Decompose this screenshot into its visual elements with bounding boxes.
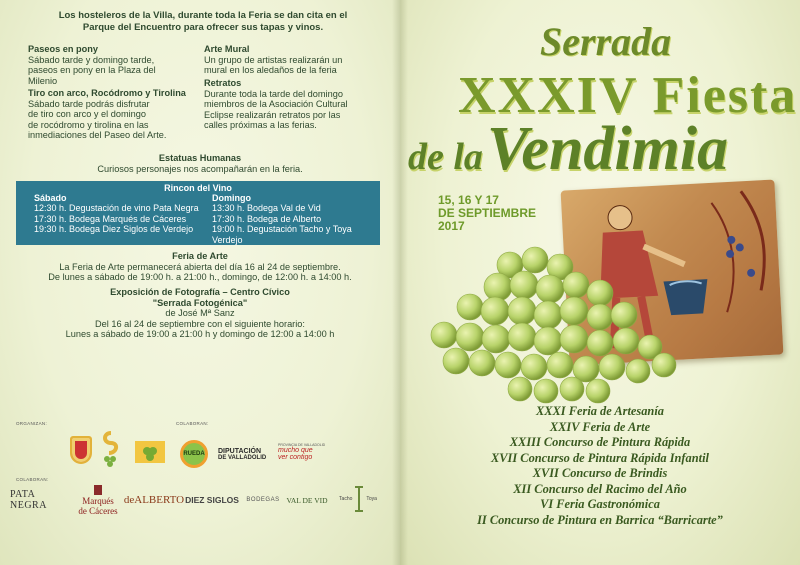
colaboran-label: COLABORAN:	[176, 421, 209, 426]
event-item: XVII Concurso de Pintura Rápida Infantil	[491, 450, 709, 465]
sabado-label: Sábado	[34, 193, 67, 203]
valladolid-text: DE VALLADOLID	[218, 454, 267, 461]
fotografia-section	[20, 287, 380, 340]
fotografia-subtitle: "Serrada Fotogénica"	[152, 297, 248, 308]
event-item: VI Feria Gastronómica	[540, 497, 660, 511]
marques-text: Marqués	[82, 496, 114, 506]
retratos-line: Durante toda la tarde del domingo	[204, 88, 343, 99]
tacho-toya-logo	[338, 482, 378, 516]
dates-line-3: 2017	[438, 219, 465, 233]
provincia-text: PROVINCIA DE VALLADOLID	[278, 443, 326, 447]
retratos-line: miembros de la Asociación Cultural	[204, 99, 348, 110]
estatuas-title: Estatuas Humanas	[158, 153, 242, 163]
tiro-line: de tiro con arco y el domingo	[28, 109, 146, 120]
feria-arte-line: De lunes a sábado de 19:00 h. a 21:00 h., domingo, de 12:00 h. a 14:00 h.	[48, 272, 352, 283]
paseos-section	[28, 44, 198, 86]
bodegas-text: BODEGAS	[246, 497, 280, 503]
domingo-label: Domingo	[212, 193, 251, 203]
feria-arte-section	[20, 251, 380, 283]
feria-arte-title: Feria de Arte	[172, 251, 228, 261]
retratos-line: Eclipse realizarán retratos por las	[204, 109, 341, 120]
feria-grape-logo	[132, 436, 168, 470]
tiro-line: Sábado tarde podrás disfrutar	[28, 98, 150, 109]
sabado-item: 17:30 h. Bodega Marqués de Cáceres	[34, 213, 187, 224]
tiro-section	[28, 88, 203, 141]
intro-line-1: Los hosteleros de la Villa, durante toda la Feria se dan cita en el	[58, 10, 348, 21]
retratos-title: Retratos	[204, 78, 242, 88]
tacho-text: Tacho	[339, 496, 353, 502]
tiro-title: Tiro con arco, Rocódromo y Tirolina	[28, 88, 186, 98]
vendimia-text: Vendimia	[486, 115, 729, 183]
paseos-line: paseos en pony en la Plaza del	[28, 65, 156, 76]
intro-line-2: Parque del Encuentro para ofrecer sus tapas y vinos.	[82, 22, 324, 33]
event-item: XII Concurso del Racimo del Año	[513, 481, 687, 496]
right-page	[400, 0, 800, 565]
fotografia-line: Del 16 al 24 de septiembre con el siguiente horario:	[95, 318, 305, 329]
event-item: XXIII Concurso de Pintura Rápida	[509, 435, 691, 449]
page-fold	[392, 0, 408, 565]
domingo-item: 19:00 h. Degustación Tacho y Toya	[212, 224, 352, 234]
mucho-que-ver-logo	[278, 440, 338, 464]
caceres-text: de Cáceres	[78, 506, 118, 516]
tiro-line: inmediaciones del Paseo del Arte.	[28, 130, 167, 141]
feria-arte-line: La Feria de Arte permanecerá abierta del día 16 al 24 de septiembre.	[59, 261, 341, 272]
sabado-item: 19:30 h. Bodega Diez Siglos de Verdejo	[34, 224, 194, 234]
dates-line-2: DE SEPTIEMBRE	[438, 206, 537, 220]
retratos-section	[204, 78, 384, 131]
event-dates	[438, 194, 536, 233]
intro-text	[28, 10, 378, 34]
fotografia-author: de José Mª Sanz	[165, 308, 235, 319]
retratos-line: calles próximas a las ferias.	[204, 120, 317, 131]
paseos-title: Paseos en pony	[28, 44, 98, 54]
rincon-del-vino-box	[16, 181, 380, 245]
estatuas-line: Curiosos personajes nos acompañarán en la feria.	[97, 163, 303, 174]
rincon-title: Rincon del Vino	[164, 183, 232, 193]
events-list	[400, 404, 800, 528]
colaboran-label-2: COLABORAN:	[16, 477, 49, 482]
xxxiv-fiesta-title: XXXIV Fiesta	[458, 67, 798, 124]
val-de-vid-logo: VAL DE VID	[286, 495, 328, 505]
ver-contigo-text: ver contigo	[278, 454, 313, 461]
sabado-item: 12:30 h. Degustación de vino Pata Negra	[34, 203, 199, 213]
event-item: XXIV Feria de Arte	[549, 419, 651, 434]
dates-line-1: 15, 16 Y 17	[438, 193, 499, 207]
serrada-logo	[96, 430, 126, 470]
event-item: XVII Concurso de Brindis	[532, 466, 668, 480]
fotografia-line: Lunes a sábado de 19:00 a 21:00 h y domingo de 12:00 a 14:00 h	[65, 329, 335, 340]
paseos-line: Sábado tarde y domingo tarde,	[28, 54, 155, 65]
domingo-item: 13:30 h. Bodega Val de Vid	[212, 203, 321, 213]
fotografia-title: Exposición de Fotografía – Centro Cívico	[110, 287, 290, 297]
rueda-logo	[176, 436, 212, 472]
arte-mural-section	[204, 44, 384, 76]
pata-negra-logo: PATA NEGRA	[10, 489, 47, 511]
domingo-item: 17:30 h. Bodega de Alberto	[212, 213, 322, 224]
tiro-line: de rocódromo y tirolina en las	[28, 119, 149, 130]
arte-mural-title: Arte Mural	[204, 44, 250, 54]
organizan-label: ORGANIZAN:	[16, 421, 48, 426]
green-grapes-image	[410, 245, 710, 405]
diez-siglos-logo: DIEZ SIGLOS	[185, 495, 239, 505]
arte-mural-line: Un grupo de artistas realizarán un	[204, 54, 343, 65]
domingo-item: Verdejo	[212, 234, 243, 245]
estatuas-section	[20, 153, 380, 174]
diputacion-logo	[218, 444, 276, 464]
dealberto-logo: deALBERTO	[123, 494, 185, 506]
serrada-title: Serrada	[540, 19, 672, 64]
event-item: II Concurso de Pintura en Barrica “Barricarte”	[477, 512, 723, 527]
diputacion-text: DIPUTACIÓN	[218, 447, 262, 455]
de-la-text: de la	[408, 136, 483, 178]
event-item: XXXI Feria de Artesanía	[536, 404, 664, 418]
paseos-line: Milenio	[28, 75, 58, 86]
de-la-vendimia-title	[408, 114, 728, 185]
toya-text: Toya	[366, 496, 377, 502]
ayuntamiento-shield-logo	[66, 432, 96, 468]
marques-de-caceres-logo	[72, 480, 124, 520]
rueda-text: RUEDA	[183, 451, 205, 457]
arte-mural-line: mural en los aledaños de la feria	[204, 65, 337, 76]
mucho-que-text: mucho que	[278, 447, 313, 454]
